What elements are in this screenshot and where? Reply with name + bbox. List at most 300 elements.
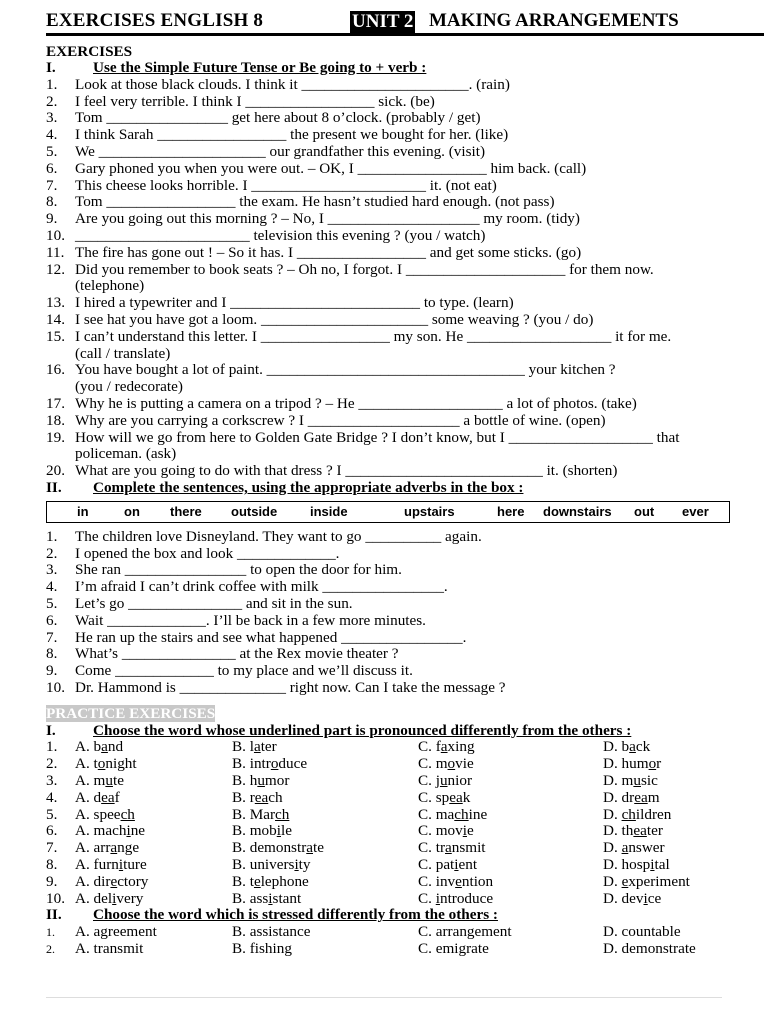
answer-option bbox=[75, 756, 137, 773]
option-underlined: a bbox=[629, 738, 636, 756]
option-underlined: a bbox=[440, 738, 448, 756]
item-number: 6. bbox=[46, 611, 58, 629]
item-text: _______________________ television this evening ? (you / watch) bbox=[75, 226, 486, 244]
option-post: nswer bbox=[628, 839, 665, 857]
option-underlined: i bbox=[454, 856, 459, 874]
header-rule bbox=[46, 33, 764, 36]
item-text-continued: (you / redecorate) bbox=[75, 378, 183, 396]
option-underlined: i bbox=[643, 889, 648, 907]
option-pre: A. d bbox=[75, 788, 102, 806]
item-text: She ran ________________ to open the door for him. bbox=[75, 561, 402, 579]
answer-option bbox=[418, 807, 487, 824]
part2-item bbox=[46, 579, 736, 596]
option-pre: A. t bbox=[75, 755, 98, 773]
option-underlined: a bbox=[445, 839, 452, 857]
practice2-row bbox=[46, 924, 736, 941]
practice1-row bbox=[46, 773, 736, 790]
item-number: 8. bbox=[46, 856, 58, 874]
part2-item bbox=[46, 680, 736, 697]
item-text: I see hat you have got a loom. ______________________ some weaving ? (you / do) bbox=[75, 310, 594, 328]
option-underlined: a bbox=[253, 738, 261, 756]
option-post: r bbox=[656, 755, 662, 773]
option-underlined: o bbox=[648, 755, 657, 773]
option-pre: B. demonstr bbox=[232, 839, 307, 857]
part2-roman: II. bbox=[46, 478, 62, 496]
part2-heading-row bbox=[46, 480, 736, 497]
part1-item bbox=[46, 362, 736, 396]
part1-roman: I. bbox=[46, 59, 56, 76]
option-post: f bbox=[114, 788, 120, 806]
box-word: upstairs bbox=[404, 503, 455, 519]
item-number: 10. bbox=[46, 889, 65, 907]
part2-item bbox=[46, 562, 736, 579]
option-underlined: i bbox=[435, 889, 440, 907]
part1-item bbox=[46, 228, 736, 245]
option-pre: C. bbox=[418, 889, 436, 907]
option-pre: D. dev bbox=[603, 889, 644, 907]
item-number: 17. bbox=[46, 394, 65, 412]
option-underlined: ch bbox=[454, 805, 469, 823]
item-number: 7. bbox=[46, 839, 58, 857]
footer-rule bbox=[46, 997, 722, 998]
answer-option bbox=[603, 874, 690, 891]
option-post: stant bbox=[272, 889, 302, 907]
option-pre: D. b bbox=[603, 738, 630, 756]
practice-exercises-label: PRACTICE EXERCISES bbox=[46, 704, 216, 722]
item-number: 10. bbox=[46, 226, 65, 244]
answer-option bbox=[603, 756, 661, 773]
option-post: nd bbox=[107, 738, 124, 756]
item-text: Gary phoned you when you were out. – OK, I _________________ him back. (call) bbox=[75, 159, 587, 177]
item-number: 6. bbox=[46, 159, 58, 177]
option-pre: A. arr bbox=[75, 839, 111, 857]
part1-heading: Use the Simple Future Tense or Be going to + verb : bbox=[93, 59, 427, 76]
option-pre: D. bbox=[603, 805, 622, 823]
item-number: 9. bbox=[46, 662, 58, 680]
box-word: downstairs bbox=[543, 503, 612, 519]
answer-option bbox=[418, 874, 493, 891]
practice1-heading-row bbox=[46, 723, 736, 740]
item-number: 5. bbox=[46, 142, 58, 160]
answer-option bbox=[603, 790, 660, 807]
part1-item bbox=[46, 127, 736, 144]
part1-item bbox=[46, 463, 736, 480]
answer-option bbox=[75, 807, 135, 824]
answer-option bbox=[232, 874, 309, 891]
item-number: 6. bbox=[46, 822, 58, 840]
item-number: 4. bbox=[46, 578, 58, 596]
option-underlined: e bbox=[455, 872, 462, 890]
option-pre: D. hum bbox=[603, 755, 649, 773]
answer-option: A. agreement bbox=[75, 923, 157, 941]
practice1-row bbox=[46, 756, 736, 773]
item-text-continued: policeman. (ask) bbox=[75, 445, 177, 463]
answer-option bbox=[232, 773, 289, 790]
practice2-heading: Choose the word which is stressed differently from the others : bbox=[93, 906, 498, 924]
practice1-row bbox=[46, 823, 736, 840]
option-underlined: ea bbox=[254, 788, 269, 806]
option-post: ch bbox=[268, 788, 283, 806]
answer-option: D. countable bbox=[603, 923, 681, 941]
item-number: 13. bbox=[46, 294, 65, 312]
option-underlined: e bbox=[621, 872, 629, 890]
answer-option bbox=[603, 807, 671, 824]
part1-heading-row bbox=[46, 60, 736, 77]
option-post: very bbox=[116, 889, 144, 907]
option-underlined: ea bbox=[101, 788, 115, 806]
option-pre: C. j bbox=[418, 772, 440, 790]
answer-option bbox=[418, 756, 474, 773]
part2-item bbox=[46, 546, 736, 563]
item-number: 8. bbox=[46, 645, 58, 663]
option-post: mor bbox=[264, 772, 290, 790]
item-text: I hired a typewriter and I _________________________ to type. (learn) bbox=[75, 294, 514, 312]
part1-item bbox=[46, 94, 736, 111]
answer-option bbox=[232, 739, 277, 756]
practice1-row bbox=[46, 857, 736, 874]
option-pre: A. del bbox=[75, 889, 113, 907]
practice1-row bbox=[46, 807, 736, 824]
option-underlined: ea bbox=[633, 822, 647, 840]
part2-item bbox=[46, 663, 736, 680]
item-number: 19. bbox=[46, 428, 65, 446]
option-pre: C. ma bbox=[418, 805, 455, 823]
option-underlined: i bbox=[276, 822, 281, 840]
option-post: ctory bbox=[117, 872, 149, 890]
item-number: 15. bbox=[46, 327, 65, 345]
option-post: ne bbox=[130, 822, 146, 840]
item-number: 8. bbox=[46, 193, 58, 211]
option-pre: B. l bbox=[232, 738, 254, 756]
answer-option bbox=[603, 840, 665, 857]
header-left-title: EXERCISES ENGLISH 8 bbox=[46, 10, 264, 31]
answer-option: B. assistance bbox=[232, 923, 311, 941]
option-pre: C. mov bbox=[418, 822, 463, 840]
box-word: ever bbox=[682, 503, 709, 519]
part1-item bbox=[46, 413, 736, 430]
answer-option bbox=[75, 773, 124, 790]
part2-list bbox=[46, 529, 736, 697]
option-post: ce bbox=[647, 889, 662, 907]
option-pre: D. m bbox=[603, 772, 634, 790]
item-number: 5. bbox=[46, 594, 58, 612]
answer-option bbox=[232, 840, 324, 857]
part2-item bbox=[46, 613, 736, 630]
option-pre: A. furn bbox=[75, 856, 119, 874]
item-text: Are you going out this morning ? – No, I ____________________ my room. (tidy) bbox=[75, 210, 580, 228]
option-post: tal bbox=[654, 856, 670, 874]
item-text: He ran up the stairs and see what happened ________________. bbox=[75, 628, 467, 646]
answer-option bbox=[418, 840, 486, 857]
item-number: 12. bbox=[46, 260, 65, 278]
option-pre: C. pat bbox=[418, 856, 455, 874]
page-header bbox=[46, 10, 766, 34]
option-post: xperiment bbox=[628, 872, 690, 890]
answer-option bbox=[418, 790, 470, 807]
practice1-heading: Choose the word whose underlined part is pronounced differently from the others : bbox=[93, 721, 632, 739]
option-post: ildren bbox=[635, 805, 672, 823]
option-underlined: o bbox=[97, 755, 106, 773]
answer-option bbox=[232, 807, 289, 824]
option-post: sic bbox=[640, 772, 658, 790]
option-underlined: a bbox=[101, 738, 108, 756]
part1-item bbox=[46, 211, 736, 228]
option-underlined: i bbox=[112, 889, 117, 907]
item-number: 10. bbox=[46, 678, 65, 696]
answer-option bbox=[418, 773, 472, 790]
answer-option bbox=[232, 891, 301, 908]
answer-option bbox=[75, 874, 148, 891]
option-pre: B. mob bbox=[232, 822, 277, 840]
option-pre: B. univers bbox=[232, 856, 295, 874]
option-underlined: ch bbox=[275, 805, 290, 823]
option-underlined: e bbox=[253, 872, 261, 890]
option-pre: A. mach bbox=[75, 822, 127, 840]
answer-option: D. demonstrate bbox=[603, 940, 696, 958]
answer-option bbox=[418, 823, 474, 840]
option-underlined: a bbox=[306, 839, 313, 857]
option-underlined: i bbox=[268, 889, 273, 907]
worksheet-content bbox=[46, 43, 736, 958]
item-text: The children love Disneyland. They want to go __________ again. bbox=[75, 527, 482, 545]
option-underlined: u bbox=[633, 772, 641, 790]
item-number: 20. bbox=[46, 462, 65, 480]
answer-option: C. emigrate bbox=[418, 940, 489, 958]
item-text: How will we go from here to Golden Gate Bridge ? I don’t know, but I ___________________ that bbox=[75, 428, 680, 446]
option-pre: A. dir bbox=[75, 872, 111, 890]
item-number: 3. bbox=[46, 561, 58, 579]
option-pre: B. ass bbox=[232, 889, 269, 907]
option-pre: C. m bbox=[418, 755, 448, 773]
option-post: ty bbox=[298, 856, 311, 874]
item-number: 1. bbox=[46, 75, 58, 93]
option-pre: C. inv bbox=[418, 872, 456, 890]
answer-option: C. arrangement bbox=[418, 923, 512, 941]
option-post: ter bbox=[646, 822, 663, 840]
option-underlined: i bbox=[118, 856, 124, 874]
answer-option bbox=[232, 790, 283, 807]
option-post: m bbox=[647, 788, 660, 806]
option-pre: B. Mar bbox=[232, 805, 276, 823]
item-text: You have bought a lot of paint. __________________________________ your kitchen ? bbox=[75, 361, 616, 379]
option-pre: C. sp bbox=[418, 788, 450, 806]
practice1-roman: I. bbox=[46, 721, 56, 739]
option-post: duce bbox=[278, 755, 308, 773]
practice1-row bbox=[46, 874, 736, 891]
part2-item bbox=[46, 646, 736, 663]
option-underlined: a bbox=[621, 839, 629, 857]
answer-option bbox=[75, 790, 120, 807]
option-underlined: i bbox=[462, 822, 467, 840]
option-post: ine bbox=[468, 805, 488, 823]
answer-option bbox=[603, 857, 670, 874]
item-text: Tom _________________ the exam. He hasn’t studied hard enough. (not pass) bbox=[75, 193, 555, 211]
option-post: ent bbox=[458, 856, 478, 874]
option-post: nge bbox=[117, 839, 140, 857]
answer-option bbox=[75, 739, 123, 756]
option-underlined: o bbox=[270, 755, 279, 773]
item-number: 2. bbox=[46, 92, 58, 110]
answer-option bbox=[603, 891, 661, 908]
option-pre: A. m bbox=[75, 772, 106, 790]
item-number: 4. bbox=[46, 788, 58, 806]
item-number: 3. bbox=[46, 772, 58, 790]
practice2-list bbox=[46, 924, 736, 958]
option-underlined: i bbox=[126, 822, 131, 840]
item-text: Why he is putting a camera on a tripod ? – He ___________________ a lot of photos. (take) bbox=[75, 394, 637, 412]
box-word: in bbox=[77, 503, 89, 519]
answer-option bbox=[232, 823, 292, 840]
box-word: outside bbox=[231, 503, 278, 519]
option-pre: D. hosp bbox=[603, 856, 651, 874]
practice1-list bbox=[46, 739, 736, 907]
option-underlined: i bbox=[294, 856, 299, 874]
answer-option bbox=[603, 773, 658, 790]
item-text-continued: (call / translate) bbox=[75, 344, 171, 362]
item-text: Why are you carrying a corkscrew ? I ____________________ a bottle of wine. (open) bbox=[75, 411, 606, 429]
practice2-roman: II. bbox=[46, 906, 62, 924]
option-pre: B. h bbox=[232, 772, 258, 790]
box-word: there bbox=[170, 503, 202, 519]
option-post: ntroduce bbox=[439, 889, 494, 907]
item-text: Look at those black clouds. I think it ______________________. (rain) bbox=[75, 75, 510, 93]
option-pre: A. spee bbox=[75, 805, 121, 823]
option-post: le bbox=[280, 822, 292, 840]
option-pre: B. intr bbox=[232, 755, 271, 773]
option-pre: D. dr bbox=[603, 788, 635, 806]
option-post: ture bbox=[123, 856, 147, 874]
option-post: ck bbox=[635, 738, 651, 756]
option-pre: D. bbox=[603, 872, 622, 890]
item-number: 11. bbox=[46, 243, 65, 261]
item-number: 2. bbox=[46, 942, 55, 957]
part1-item bbox=[46, 262, 736, 296]
item-text: I’m afraid I can’t drink coffee with milk ________________. bbox=[75, 578, 448, 596]
part1-item bbox=[46, 245, 736, 262]
option-post: ntion bbox=[461, 872, 494, 890]
option-underlined: u bbox=[105, 772, 113, 790]
part2-item bbox=[46, 529, 736, 546]
option-post: night bbox=[105, 755, 137, 773]
option-pre: D. bbox=[603, 839, 622, 857]
item-number: 5. bbox=[46, 805, 58, 823]
option-pre: C. tr bbox=[418, 839, 446, 857]
item-number: 14. bbox=[46, 310, 65, 328]
option-post: e bbox=[466, 822, 474, 840]
part1-item bbox=[46, 110, 736, 127]
item-number: 1. bbox=[46, 925, 55, 940]
option-underlined: ea bbox=[634, 788, 648, 806]
part1-item bbox=[46, 194, 736, 211]
item-number: 16. bbox=[46, 361, 65, 379]
part1-item bbox=[46, 430, 736, 464]
item-text: The fire has gone out ! – So it has. I _________________ and get some sticks. (go) bbox=[75, 243, 582, 261]
box-word: on bbox=[124, 503, 140, 519]
item-number: 9. bbox=[46, 210, 58, 228]
item-number: 7. bbox=[46, 176, 58, 194]
item-number: 2. bbox=[46, 544, 58, 562]
answer-option bbox=[418, 857, 477, 874]
part1-item bbox=[46, 178, 736, 195]
box-word: out bbox=[634, 503, 655, 519]
part1-item bbox=[46, 77, 736, 94]
option-post: te bbox=[112, 772, 124, 790]
option-underlined: e bbox=[110, 872, 118, 890]
practice2-heading-row bbox=[46, 907, 736, 924]
option-underlined: o bbox=[447, 755, 456, 773]
item-text-continued: (telephone) bbox=[75, 277, 145, 295]
item-number: 3. bbox=[46, 109, 58, 127]
answer-option bbox=[232, 756, 307, 773]
header-title: MAKING ARRANGEMENTS bbox=[429, 10, 679, 31]
item-text: What are you going to do with that dress ? I __________________________ it. (shorten) bbox=[75, 462, 618, 480]
item-text: Let’s go _______________ and sit in the sun. bbox=[75, 594, 353, 612]
option-underlined: ea bbox=[449, 788, 463, 806]
adverb-word-box bbox=[46, 501, 730, 523]
option-underlined: i bbox=[650, 856, 655, 874]
answer-option bbox=[75, 891, 143, 908]
answer-option bbox=[75, 823, 145, 840]
option-post: vie bbox=[455, 755, 474, 773]
practice1-row bbox=[46, 840, 736, 857]
item-text: What’s _______________ at the Rex movie theater ? bbox=[75, 645, 399, 663]
practice1-row bbox=[46, 891, 736, 908]
part2-item bbox=[46, 630, 736, 647]
part1-item bbox=[46, 329, 736, 363]
answer-option: A. transmit bbox=[75, 940, 144, 958]
item-text: This cheese looks horrible. I _______________________ it. (not eat) bbox=[75, 176, 497, 194]
practice2-row bbox=[46, 941, 736, 958]
option-pre: C. f bbox=[418, 738, 441, 756]
option-post: xing bbox=[447, 738, 475, 756]
option-pre: B. r bbox=[232, 788, 255, 806]
part1-item bbox=[46, 161, 736, 178]
part1-item bbox=[46, 295, 736, 312]
item-text: I opened the box and look _____________. bbox=[75, 544, 340, 562]
part1-list bbox=[46, 77, 736, 480]
option-underlined: u bbox=[257, 772, 265, 790]
item-number: 1. bbox=[46, 738, 58, 756]
answer-option: B. fishing bbox=[232, 940, 292, 958]
item-text: Come _____________ to my place and we’ll discuss it. bbox=[75, 662, 413, 680]
option-underlined: a bbox=[110, 839, 118, 857]
option-post: nsmit bbox=[451, 839, 486, 857]
item-number: 1. bbox=[46, 527, 58, 545]
item-number: 4. bbox=[46, 126, 58, 144]
item-text: We ______________________ our grandfather this evening. (visit) bbox=[75, 142, 486, 160]
part1-item bbox=[46, 144, 736, 161]
practice1-row bbox=[46, 790, 736, 807]
unit-badge: UNIT 2 bbox=[352, 11, 414, 32]
answer-option bbox=[418, 891, 493, 908]
option-pre: A. b bbox=[75, 738, 102, 756]
option-post: lephone bbox=[260, 872, 309, 890]
option-post: k bbox=[462, 788, 471, 806]
option-pre: D. th bbox=[603, 822, 634, 840]
item-text: Dr. Hammond is ______________ right now. Can I take the message ? bbox=[75, 678, 506, 696]
item-number: 2. bbox=[46, 755, 58, 773]
answer-option bbox=[75, 840, 139, 857]
option-post: te bbox=[313, 839, 324, 857]
item-number: 7. bbox=[46, 628, 58, 646]
option-post: ter bbox=[260, 738, 277, 756]
option-post: nior bbox=[447, 772, 473, 790]
box-word: here bbox=[497, 503, 525, 519]
item-text: I can’t understand this letter. I _________________ my son. He ___________________ it for me. bbox=[75, 327, 672, 345]
exercises-label: EXERCISES bbox=[46, 43, 133, 60]
part1-item bbox=[46, 396, 736, 413]
option-underlined: u bbox=[439, 772, 448, 790]
